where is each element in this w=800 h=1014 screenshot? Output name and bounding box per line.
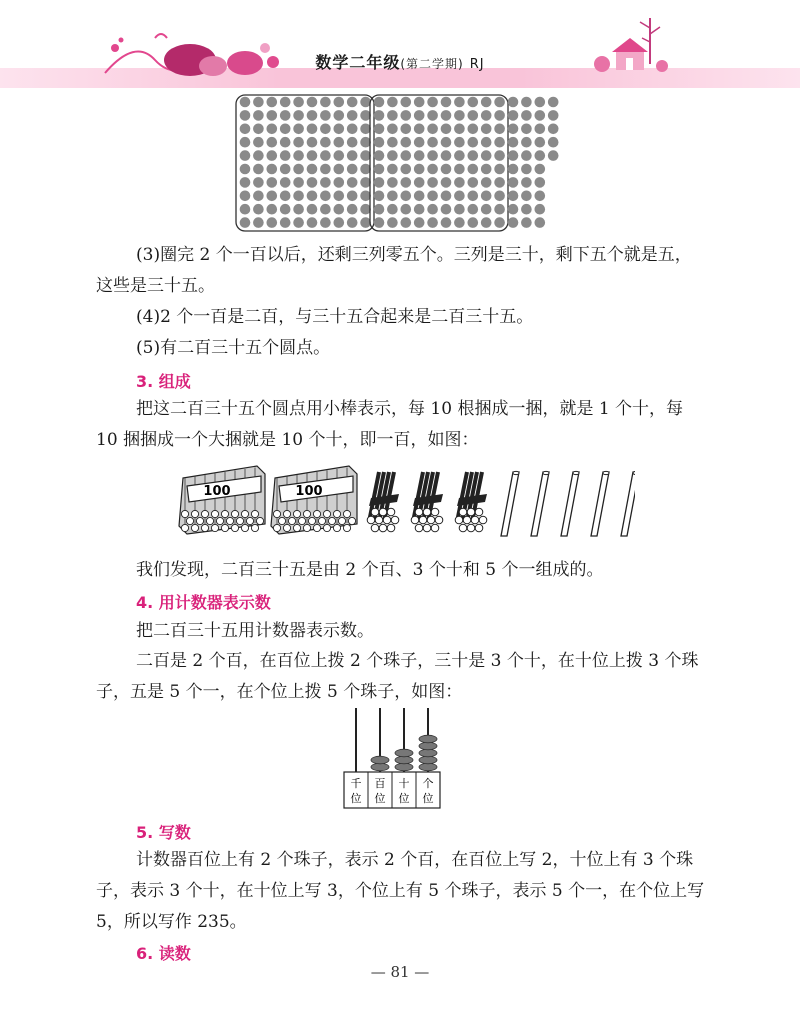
dot: [427, 150, 438, 161]
section-3-text: 把这二百三十五个圆点用小棒表示，每 10 根捆成一捆，就是 1 个十，每 10 捆捆成一个大捆就是 10 个十，即一百，如图：: [96, 399, 684, 450]
dot: [240, 177, 251, 188]
dot: [240, 204, 251, 215]
dot: [508, 177, 519, 188]
abacus-bead: [395, 749, 413, 757]
dot: [508, 97, 519, 108]
dot: [481, 150, 492, 161]
dot: [334, 137, 345, 148]
dot: [427, 124, 438, 135]
dot: [521, 164, 532, 175]
dot: [401, 191, 412, 202]
dot: [360, 97, 371, 108]
dot: [535, 191, 546, 202]
dot: [454, 110, 465, 121]
dot: [293, 137, 304, 148]
dot: [240, 164, 251, 175]
dot: [548, 137, 559, 148]
dot: [293, 150, 304, 161]
dot: [508, 124, 519, 135]
dot: [548, 150, 559, 161]
dot: [494, 164, 505, 175]
dot: [387, 177, 398, 188]
dot: [414, 191, 425, 202]
dot: [441, 204, 452, 215]
dot: [521, 110, 532, 121]
dot: [468, 204, 479, 215]
dot: [441, 177, 452, 188]
dot: [427, 217, 438, 228]
dot: [481, 164, 492, 175]
dot: [240, 97, 251, 108]
dot: [454, 191, 465, 202]
dot: [401, 217, 412, 228]
dot: [508, 191, 519, 202]
dot: [494, 204, 505, 215]
dot: [280, 137, 291, 148]
dot: [521, 124, 532, 135]
bundle-label: 100: [203, 484, 231, 499]
dot: [427, 137, 438, 148]
dot: [320, 97, 331, 108]
dot: [360, 191, 371, 202]
dot: [267, 137, 278, 148]
dot: [334, 177, 345, 188]
abacus-bead: [395, 763, 413, 771]
dot: [401, 137, 412, 148]
dot: [374, 191, 385, 202]
section-4-text: 二百是 2 个百，在百位上拨 2 个珠子，三十是 3 个十，在十位上拨 3 个珠子，五是 5 个一，在个位上拨 5 个珠子，如图：: [96, 651, 699, 702]
dot: [347, 177, 358, 188]
dot: [307, 164, 318, 175]
dot: [468, 164, 479, 175]
dot: [441, 124, 452, 135]
dot: [267, 204, 278, 215]
dot: [454, 150, 465, 161]
dot: [441, 110, 452, 121]
dot: [535, 164, 546, 175]
ten-bundle: [455, 472, 487, 532]
dot: [293, 191, 304, 202]
dot: [267, 191, 278, 202]
dot: [414, 150, 425, 161]
dot: [360, 164, 371, 175]
dot: [441, 164, 452, 175]
dot: [320, 164, 331, 175]
dot: [468, 97, 479, 108]
book-subtitle: (第二学期): [400, 57, 464, 71]
dot: [454, 204, 465, 215]
edition-code: RJ: [469, 57, 485, 72]
dot: [387, 204, 398, 215]
section-4-intro: 把二百三十五用计数器表示数。: [136, 621, 374, 641]
dot: [374, 177, 385, 188]
dot: [320, 110, 331, 121]
dot: [521, 177, 532, 188]
dot: [414, 97, 425, 108]
dot: [441, 150, 452, 161]
dot: [494, 217, 505, 228]
dot: [240, 150, 251, 161]
dot: [468, 177, 479, 188]
dot: [253, 124, 264, 135]
dot: [387, 191, 398, 202]
abacus-bead: [419, 749, 437, 757]
dot: [401, 97, 412, 108]
dot: [414, 217, 425, 228]
dot: [414, 137, 425, 148]
dot: [347, 191, 358, 202]
dot: [253, 164, 264, 175]
dot: [494, 150, 505, 161]
abacus-figure: [340, 706, 460, 812]
dot: [320, 191, 331, 202]
dot: [441, 137, 452, 148]
dot: [253, 217, 264, 228]
dot: [454, 177, 465, 188]
dot: [548, 110, 559, 121]
dot: [535, 204, 546, 215]
dot: [427, 191, 438, 202]
abacus-bead: [395, 756, 413, 764]
dot: [320, 137, 331, 148]
dot: [387, 150, 398, 161]
dot: [280, 164, 291, 175]
place-label: 十: [398, 777, 410, 790]
dot: [374, 217, 385, 228]
page-number: — 81 —: [370, 963, 430, 981]
dot: [414, 110, 425, 121]
dot: [347, 97, 358, 108]
dot: [481, 217, 492, 228]
dot: [481, 137, 492, 148]
dot: [374, 164, 385, 175]
dot: [427, 110, 438, 121]
dot: [427, 204, 438, 215]
dot: [347, 124, 358, 135]
dot: [535, 150, 546, 161]
dot: [481, 191, 492, 202]
dot: [360, 110, 371, 121]
dot: [320, 177, 331, 188]
dot: [253, 150, 264, 161]
section-3-heading: 3. 组成: [136, 372, 191, 391]
dot: [441, 191, 452, 202]
dot: [360, 150, 371, 161]
dot: [481, 110, 492, 121]
dot: [253, 137, 264, 148]
dot: [334, 217, 345, 228]
dot: [334, 164, 345, 175]
abacus-bead: [419, 735, 437, 743]
single-stick: [621, 471, 635, 536]
dot: [521, 137, 532, 148]
dot: [414, 177, 425, 188]
dot: [293, 217, 304, 228]
dot: [267, 217, 278, 228]
dot: [253, 191, 264, 202]
dot: [401, 124, 412, 135]
dot: [307, 191, 318, 202]
dot: [387, 97, 398, 108]
dot: [240, 110, 251, 121]
dot: [521, 217, 532, 228]
ten-bundle: [411, 472, 443, 532]
dot: [401, 110, 412, 121]
dot: [334, 110, 345, 121]
dot: [494, 137, 505, 148]
dot: [374, 137, 385, 148]
dot: [454, 97, 465, 108]
dot: [387, 164, 398, 175]
place-label: 位: [422, 792, 434, 805]
dot: [427, 164, 438, 175]
dot: [401, 177, 412, 188]
dot: [347, 137, 358, 148]
single-stick: [501, 471, 519, 536]
dot: [374, 97, 385, 108]
place-label: 千: [350, 777, 362, 790]
section-6-heading: 6. 读数: [136, 944, 191, 963]
dot: [334, 124, 345, 135]
dot: [347, 204, 358, 215]
dot: [535, 124, 546, 135]
dot: [535, 97, 546, 108]
dot: [401, 164, 412, 175]
abacus-bead: [371, 763, 389, 771]
dot: [267, 124, 278, 135]
dot: [347, 150, 358, 161]
dot: [293, 204, 304, 215]
dot: [280, 177, 291, 188]
place-label: 百: [374, 777, 386, 790]
dot: [347, 110, 358, 121]
dot: [548, 124, 559, 135]
dot: [508, 150, 519, 161]
dot: [374, 124, 385, 135]
dot: [307, 97, 318, 108]
single-stick: [561, 471, 579, 536]
section-5-text: 计数器百位上有 2 个珠子，表示 2 个百，在百位上写 2，十位上有 3 个珠子，表示 3 个十，在十位上写 3，个位上有 5 个珠子，表示 5 个一，在个位上写 5，所以写作 235。: [96, 850, 705, 932]
dot: [267, 150, 278, 161]
dot: [387, 217, 398, 228]
single-stick: [591, 471, 609, 536]
hundred-bundle: [271, 466, 357, 534]
abacus-bead: [419, 756, 437, 764]
dot: [334, 97, 345, 108]
dot: [267, 97, 278, 108]
dot: [360, 204, 371, 215]
dot: [334, 150, 345, 161]
dot: [454, 217, 465, 228]
dot: [481, 97, 492, 108]
dot: [253, 97, 264, 108]
dot: [334, 191, 345, 202]
dot: [468, 110, 479, 121]
dot: [360, 217, 371, 228]
paragraph-5: (5)有二百三十五个圆点。: [136, 338, 331, 358]
dot: [427, 97, 438, 108]
dot: [401, 150, 412, 161]
ten-bundle: [367, 472, 399, 532]
dot: [494, 177, 505, 188]
dot: [307, 124, 318, 135]
dot: [414, 164, 425, 175]
dot: [387, 110, 398, 121]
dot: [494, 191, 505, 202]
dot: [307, 137, 318, 148]
dot: [468, 217, 479, 228]
dot: [253, 177, 264, 188]
sticks-figure: [175, 460, 635, 550]
place-label: 位: [374, 792, 386, 805]
dot: [280, 124, 291, 135]
dot: [535, 137, 546, 148]
dot: [347, 164, 358, 175]
dot: [468, 150, 479, 161]
dot: [494, 97, 505, 108]
dot: [360, 124, 371, 135]
dot: [414, 124, 425, 135]
dot: [441, 97, 452, 108]
section-4-heading: 4. 用计数器表示数: [136, 593, 271, 612]
dot: [280, 204, 291, 215]
dot: [521, 150, 532, 161]
dot: [535, 177, 546, 188]
dot: [240, 124, 251, 135]
dot: [360, 177, 371, 188]
dot: [468, 191, 479, 202]
paragraph-3: (3)圈完 2 个一百以后，还剩三列零五个。三列是三十，剩下五个就是五，这些是三十五。: [96, 245, 692, 296]
dot: [320, 124, 331, 135]
dot: [481, 204, 492, 215]
dot: [320, 150, 331, 161]
dot: [508, 204, 519, 215]
dot: [320, 204, 331, 215]
dot: [293, 177, 304, 188]
section-3-conclusion: 我们发现，二百三十五是由 2 个百、3 个十和 5 个一组成的。: [136, 560, 604, 580]
dot: [521, 191, 532, 202]
dot: [307, 217, 318, 228]
dot: [427, 177, 438, 188]
dot: [293, 124, 304, 135]
dot: [307, 150, 318, 161]
dot: [468, 137, 479, 148]
dot: [521, 97, 532, 108]
dot: [521, 204, 532, 215]
dot: [374, 150, 385, 161]
single-stick: [531, 471, 549, 536]
dot: [280, 191, 291, 202]
dot: [468, 124, 479, 135]
dot: [253, 110, 264, 121]
dot: [387, 124, 398, 135]
dot: [307, 204, 318, 215]
dot: [347, 217, 358, 228]
dot: [508, 217, 519, 228]
dot: [360, 137, 371, 148]
dot: [374, 110, 385, 121]
dot: [293, 97, 304, 108]
dot: [267, 110, 278, 121]
dot: [240, 217, 251, 228]
dot: [441, 217, 452, 228]
dot: [387, 137, 398, 148]
dot: [320, 217, 331, 228]
dot: [548, 97, 559, 108]
dot: [494, 110, 505, 121]
dot: [535, 217, 546, 228]
dot: [267, 164, 278, 175]
dots-figure: [235, 93, 570, 233]
dot: [280, 217, 291, 228]
dot: [280, 97, 291, 108]
header-title: [0, 50, 800, 73]
dot: [240, 137, 251, 148]
dot: [494, 124, 505, 135]
dot: [414, 204, 425, 215]
section-5-heading: 5. 写数: [136, 823, 191, 842]
dot: [334, 204, 345, 215]
bundle-label: 100: [295, 484, 323, 499]
dot: [401, 204, 412, 215]
place-label: 位: [350, 792, 362, 805]
dot: [280, 110, 291, 121]
dot: [267, 177, 278, 188]
dot: [454, 137, 465, 148]
dot: [253, 204, 264, 215]
paragraph-4: (4)2 个一百是二百，与三十五合起来是二百三十五。: [136, 307, 534, 327]
hundred-bundle: [179, 466, 265, 534]
dot: [240, 191, 251, 202]
place-label: 位: [398, 792, 410, 805]
dot: [508, 137, 519, 148]
dot: [508, 110, 519, 121]
dot: [508, 164, 519, 175]
dot: [454, 124, 465, 135]
place-label: 个: [422, 777, 434, 790]
dot: [481, 124, 492, 135]
dot: [535, 110, 546, 121]
abacus-bead: [371, 756, 389, 764]
abacus-bead: [419, 742, 437, 750]
dot: [280, 150, 291, 161]
dot: [293, 110, 304, 121]
dot: [374, 204, 385, 215]
book-title: 数学二年级: [315, 53, 401, 72]
dot: [307, 177, 318, 188]
dot: [293, 164, 304, 175]
abacus-bead: [419, 763, 437, 771]
dot: [481, 177, 492, 188]
dot: [454, 164, 465, 175]
dot: [307, 110, 318, 121]
